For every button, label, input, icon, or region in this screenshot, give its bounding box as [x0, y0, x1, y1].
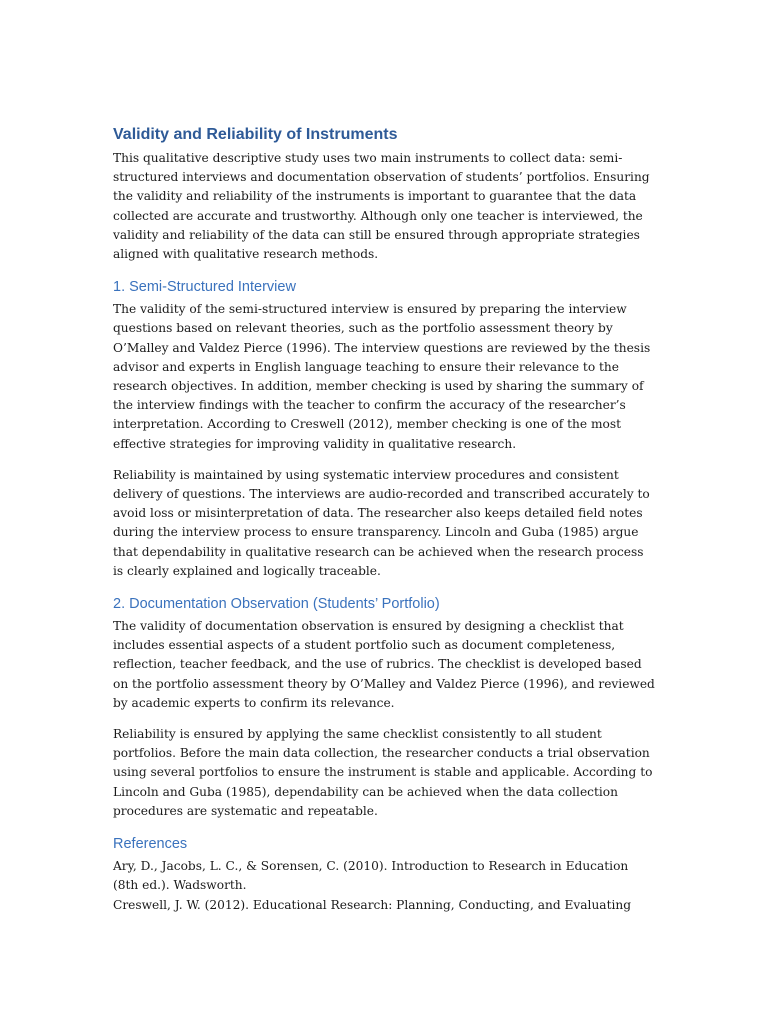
documentation-reliability-paragraph: Reliability is ensured by applying the same checklist consistently to all student portfolios. Before the main data collection, the researcher conducts a trial observation using several portfolios to ensure the instrument is stable and applicable. According to Lincoln and Guba (1985), dependability can be achieved when the data collection procedures are systematic and repeatable. [113, 727, 653, 818]
section-heading-semi-structured-interview: 1. Semi-Structured Interview [113, 279, 296, 296]
interview-reliability-paragraph: Reliability is maintained by using systematic interview procedures and consistent delivery of questions. The interviews are audio-recorded and transcribed accurately to avoid loss or misinterpretation of data. The researcher also keeps detailed field notes during the interview process to ensure transparency. Lincoln and Guba (1985) argue that dependability in qualitative research can be achieved when the research process is clearly explained and logically traceable. [113, 467, 650, 578]
document-body [113, 124, 657, 915]
document-title: Validity and Reliability of Instruments [113, 126, 398, 143]
interview-validity-paragraph: The validity of the semi-structured interview is ensured by preparing the interview questions based on relevant theories, such as the portfolio assessment theory by O’Malley and Valdez Pierce (1996). The interview questions are reviewed by the thesis advisor and experts in English language teaching to ensure their relevance to the research objectives. In addition, member checking is used by sharing the summary of the interview findings with the teacher to confirm the accuracy of the researcher’s interpretation. According to Creswell (2012), member checking is one of the most effective strategies for improving validity in qualitative research. [113, 302, 651, 451]
references-list [113, 857, 657, 915]
reference-item: Ary, D., Jacobs, L. C., & Sorensen, C. (2010). Introduction to Research in Education (8th ed.). Wadsworth. [113, 859, 629, 893]
section-heading-documentation-observation: 2. Documentation Observation (Students’ Portfolio) [113, 596, 440, 613]
reference-item: Creswell, J. W. (2012). Educational Research: Planning, Conducting, and Evaluating [113, 897, 632, 912]
references-heading: References [113, 836, 188, 853]
documentation-validity-paragraph: The validity of documentation observation is ensured by designing a checklist that includes essential aspects of a student portfolio such as document completeness, reflection, teacher feedback, and the use of rubrics. The checklist is developed based on the portfolio assessment theory by O’Malley and Valdez Pierce (1996), and reviewed by academic experts to confirm its relevance. [113, 619, 655, 710]
intro-paragraph: This qualitative descriptive study uses two main instruments to collect data: semi-structured interviews and documentation observation of students’ portfolios. Ensuring the validity and reliability of the instruments is important to guarantee that the data collected are accurate and trustworthy. Although only one teacher is interviewed, the validity and reliability of the data can still be ensured through appropriate strategies aligned with qualitative research methods. [113, 151, 650, 262]
